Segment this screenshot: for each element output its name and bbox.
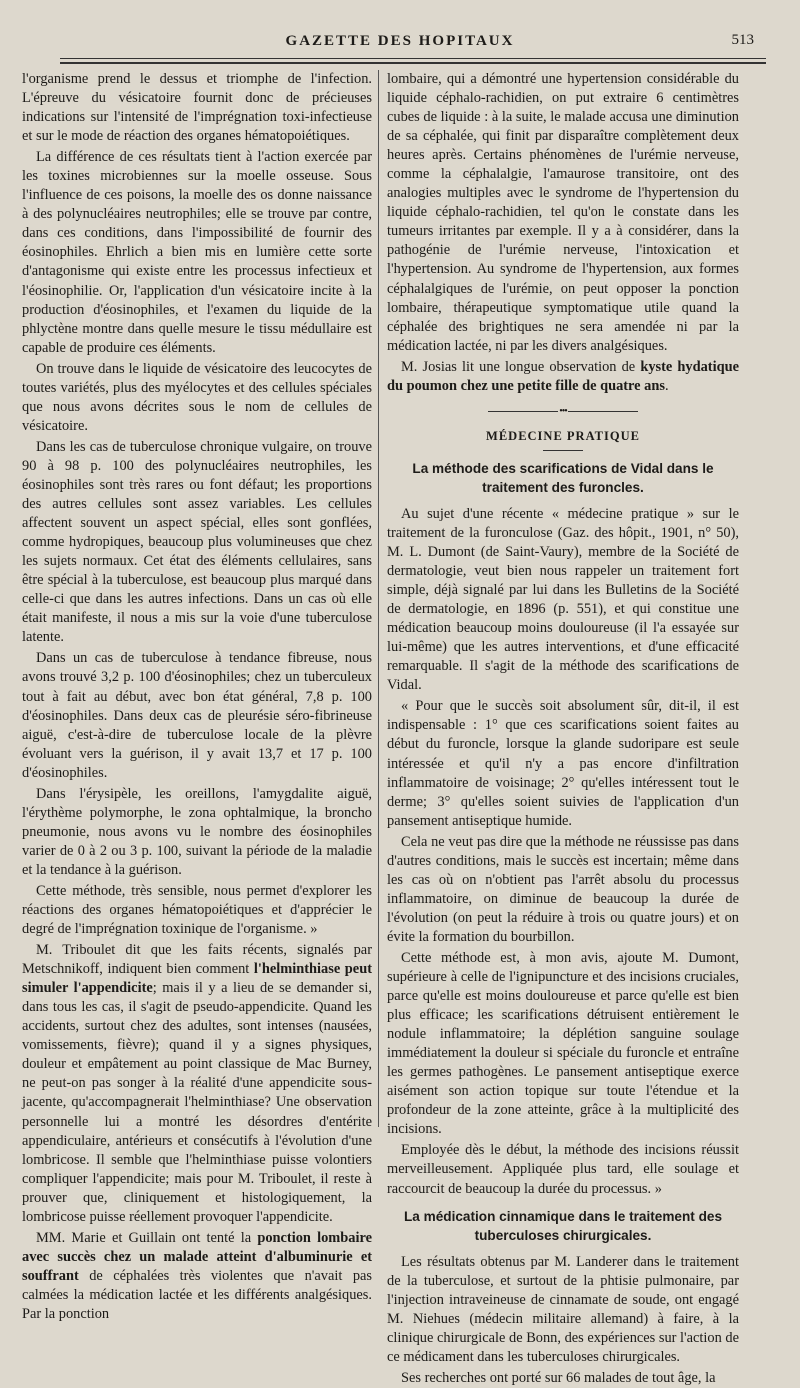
- ornament-divider: •••: [387, 402, 739, 421]
- text-run: ; mais il y a lieu de se demander si, dans tous les cas, il s'agit de pseudo-appendicite. Quand les accidents, surtout chez des adultes, sont intenses (nausées, vomissements, fièvre); quand il y a signes physiques, douleur et empâtement au point classique de Mac Burney, ne peut-on pas songer à la réalité d'une appendicite sous-jacente, qu'accompagnerait l'helminthiase? Une observation personnelle lui a montré les désordres d'entérite appendiculaire, antérieurs et consécutifs à l'évolution d'une lombricose. Il semble que l'helminthiase puisse volontiers compliquer l'appendicite; mais pour M. Triboulet, il reste à prouver que, cliniquement et histologiquement, la lombricose puisse réellement provoquer l'appendicite.: [22, 980, 372, 1225]
- text-run: M. Triboulet dit que les faits récents, signalés par Metschnikoff, indiquent bien comment: [22, 942, 372, 978]
- section-title: MÉDECINE PRATIQUE: [486, 428, 640, 443]
- paragraph: Cela ne veut pas dire que la méthode ne réussisse pas dans d'autres conditions, mais le succès est incertain; même dans les cas où on n'obtient pas l'arrêt absolu du processus inflammatoire, on diminue de beaucoup la durée de l'évolution (on peut la réduire à trois ou quatre jours) et on évite la formation du bourbillon.: [387, 833, 739, 945]
- bold-phrase: ponction lombaire avec succès chez un malade atteint d'albuminurie et souffrant: [22, 1229, 372, 1284]
- paragraph: Ses recherches ont porté sur 66 malades de tout âge, la: [401, 1369, 716, 1386]
- paragraph: Dans les cas de tuberculose chronique vulgaire, on trouve 90 à 98 p. 100 des polynucléaires neutrophiles, les éosinophiles sont très rares ou font défaut; les proportions des autres cellules sont assez variables. Les cellules affectent souvent un aspect spécial, elles sont gonflées, comme hydropiques, beaucoup plus volumineuses que chez les sujets normaux. Cet état des éléments cellulaires, sans être spécial à la tuberculose, est beaucoup plus marqué dans celle-ci que dans les autres infections. Dans un cas où elle était manifeste, il nous a mis sur la voie d'une tuberculose latente.: [22, 438, 372, 646]
- paragraph: Au sujet d'une récente « médecine pratique » sur le traitement de la furonculose (Gaz. des hôpit., 1901, n° 50), M. L. Dumont (de Saint-Vaury), membre de la Société de dermatologie, veut bien nous rappeler un traitement fort simple, déjà signalé par lui dans les Bulletins de la Société de dermatologie, en 1896 (p. 551), et qui constitue une médication beaucoup moins douloureuse (il l'a essayée sur lui-même) que les autres interventions, et d'une efficacité remarquable. Il s'agit de la méthode des scarifications de Vidal.: [387, 505, 739, 694]
- text-run: M. Josias lit une longue observation de: [401, 358, 641, 375]
- text-run: de céphalées très violentes que n'avait pas calmées la médication lactée et les différents analgésiques. Par la ponction: [22, 1267, 372, 1322]
- paragraph: Dans l'érysipèle, les oreillons, l'amygdalite aiguë, l'érythème polymorphe, le zona ophtalmique, la broncho pneumonie, nous avons vu le nombre des éosinophiles varier de 0 à 2 ou 3 p. 100, suivant la période de la maladie et la tendance à la guérison.: [22, 785, 372, 878]
- paragraph: Cette méthode, très sensible, nous permet d'explorer les réactions des organes hématopoiétiques et d'apprécier le degré de l'imprégnation toxinique de l'organisme. »: [22, 882, 372, 938]
- bold-phrase: kyste hydatique du poumon chez une petite fille de quatre ans: [387, 358, 739, 394]
- text-run: .: [664, 377, 669, 394]
- running-head: [0, 33, 800, 55]
- journal-title: GAZETTE DES HOPITAUX: [285, 33, 515, 49]
- paragraph: Employée dès le début, la méthode des incisions réussit merveilleusement. Appliquée plus tard, elle soulage et raccourcit de beaucoup la durée du processus. »: [387, 1142, 739, 1197]
- paragraph-marie-guillain: [22, 1229, 372, 1324]
- ornament-line: [568, 411, 638, 412]
- paragraph-triboulet: [22, 941, 372, 1227]
- left-column: [22, 70, 372, 1322]
- section-rule: [543, 450, 583, 451]
- paragraph: On trouve dans le liquide de vésicatoire des leucocytes de toutes variétés, plus des myélocytes et des cellules spéciales que nous avons décrites sous le nom de cellules de vésicatoire.: [22, 360, 372, 434]
- paragraph: lombaire, qui a démontré une hypertension considérable du liquide céphalo-rachidien, on put extraire 6 centimètres cubes de liquide : à la suite, le malade accusa une diminution de sa céphalée, qui finit par disparaître complètement deux heures après. Certains phénomènes de l'urémie nerveuse, comme la céphalalgie, l'amaurose transitoire, ont des analogies multiples avec le syndrome de l'hypertension du liquide céphalo-rachidien, tel qu'on le constate dans les tumeurs irritantes par exemple. Il y a à considérer, dans la pathogénie de l'urémie nerveuse, l'intoxication et l'hypertension. Au syndrome de l'hypertension, aux formes céphalalgiques de l'urémie, on peut opposer la ponction lombaire, thérapeutique symptomatique utile quand la céphalée des brightiques ne sera amendée ni par la médication lactée, ni par les divers analgésiques.: [387, 71, 739, 354]
- paragraph: « Pour que le succès soit absolument sûr, dit-il, il est indispensable : 1° que ces scarifications soient faites au début du furoncle, lorsque la glande sudoripare est seule intéressée et qu'il n'y a pas encore d'infiltration inflammatoire de voisinage; 2° qu'elles intéressent tout le derme; 3° qu'elles soient suivies de l'application d'un pansement antiseptique humide.: [387, 698, 739, 829]
- subheading: La méthode des scarifications de Vidal dans le traitement des furoncles.: [412, 460, 714, 495]
- paragraph: La différence de ces résultats tient à l'action exercée par les toxines microbiennes sur la moelle osseuse. Sous l'influence de ces poisons, la moelle des os donne naissance à des polynucléaires neutrophiles; elle se trouve par contre, dans ces conditions, dans l'impossibilité de fournir des éosinophiles. Ehrlich a bien mis en lumière cette sorte d'antagonisme qui existe entre les processus infectieux et l'éosinophilie. Or, l'application d'un vésicatoire incite à la production d'éosinophiles, et l'examen du liquide de la phlyctène montre dans quelle mesure le tissu médullaire est capable de produire ces éléments.: [22, 149, 372, 356]
- paragraph-josias: [387, 358, 739, 396]
- ornament-line: [488, 411, 558, 412]
- column-divider: [378, 70, 379, 1127]
- bold-phrase: l'helminthiase peut simuler l'appendicite: [22, 961, 372, 997]
- subheading: La médication cinnamique dans le traitement des tuberculoses chirurgicales.: [403, 1208, 723, 1243]
- paragraph: Dans un cas de tuberculose à tendance fibreuse, nous avons trouvé 3,2 p. 100 d'éosinophiles; chez un tuberculeux tout à fait au début, avec bon état général, 7,8 p. 100 d'éosinophiles. Dans deux cas de pleurésie séro-fibrineuse aiguë, c'est-à-dire de tuberculose locale de la plèvre évoluant vers la guérison, il y avait 13,7 et 17 p. 100 d'éosinophiles.: [22, 650, 372, 781]
- header-rule-thick: [60, 62, 766, 64]
- paragraph: l'organisme prend le dessus et triomphe de l'infection. L'épreuve du vésicatoire fournit donc de précieuses indications sur l'intensité de l'imprégnation toxi-infectieuse et sur le mode de réaction des organes hématopoiétiques.: [22, 71, 372, 145]
- text-run: MM. Marie et Guillain ont tenté la: [36, 1229, 258, 1246]
- paragraph: Cette méthode est, à mon avis, ajoute M. Dumont, supérieure à celle de l'ignipuncture et des incisions cruciales, parce qu'elle est moins douloureuse et parce qu'elle est bien plus efficace; les scarifications détruisent entièrement le nodule inflammatoire; la déplétion sanguine soulage immédiatement la douleur si spéciale du furoncle et entraîne les germes pathogènes. Le pansement antiseptique exerce aisément son action topique sur toute l'étendue et la profondeur de la zone atteinte, grâce à la multiplicité des incisions.: [387, 949, 739, 1138]
- right-column: [387, 70, 739, 1386]
- page-number: 513: [731, 32, 754, 48]
- paragraph: Les résultats obtenus par M. Landerer dans le traitement de la tuberculose, et surtout de la phtisie pulmonaire, par l'injection intraveineuse de cinnamate de soude, ont engagé M. Niehues (médecin militaire allemand) à faire, à la clinique chirurgicale de Bonn, des expériences sur l'action de ce médicament dans les tuberculoses chirurgicales.: [387, 1253, 739, 1365]
- header-rule: [60, 58, 766, 59]
